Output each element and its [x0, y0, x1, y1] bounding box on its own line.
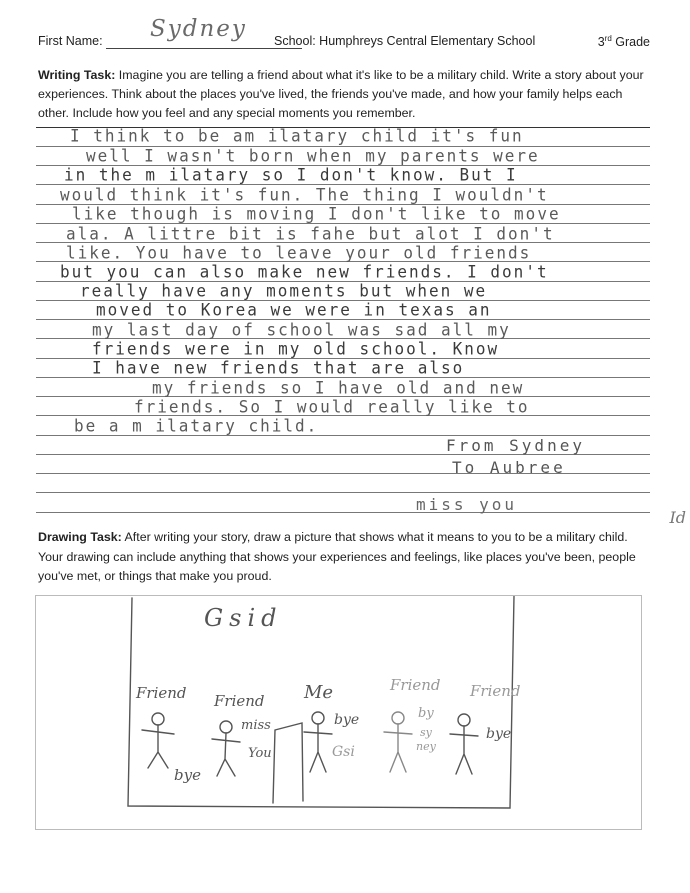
- story-line: moved to Korea we were in texas an: [96, 299, 492, 320]
- story-line: like though is moving I don't like to move: [72, 203, 561, 224]
- writing-task-prompt: [38, 66, 650, 123]
- drawing-box: [35, 595, 642, 830]
- first-name-label: First Name:: [38, 34, 103, 48]
- stick-figure-friend-2: [212, 721, 240, 776]
- stick-figure-friend-1: [142, 713, 174, 768]
- label-ney: ney: [416, 740, 436, 753]
- story-line: well I wasn't born when my parents were: [86, 145, 540, 166]
- story-line: my last day of school was sad all my: [92, 319, 511, 340]
- stick-figure-friend-4: [450, 714, 478, 774]
- story-line: but you can also make new friends. I don't: [60, 261, 549, 282]
- label-bye-gsid: bye: [334, 712, 360, 728]
- story-sign-miss: miss you: [416, 495, 518, 514]
- drawing-sign: Gsid: [204, 604, 283, 632]
- ruled-line: [36, 492, 650, 493]
- writing-task-label: Writing Task:: [38, 68, 116, 82]
- story-line: would think it's fun. The thing I wouldn't: [60, 184, 549, 205]
- first-name-underline: [106, 48, 302, 49]
- label-you: You: [248, 746, 272, 761]
- label-bye-2: bye: [486, 726, 512, 742]
- label-miss: miss: [241, 718, 271, 733]
- story-line: be a m ilatary child.: [74, 415, 319, 436]
- ruled-line: [36, 512, 650, 513]
- stick-figure-me: [304, 712, 332, 772]
- grade-number: 3: [597, 35, 605, 50]
- story-line: I think to be am ilatary child it's fun: [70, 125, 524, 146]
- story-line: friends were in my old school. Know: [92, 338, 500, 359]
- grade-suffix: rd: [604, 34, 612, 43]
- margin-mark: Id: [669, 508, 686, 527]
- label-by-1: by: [418, 706, 434, 721]
- story-line: really have any moments but when we: [80, 280, 488, 301]
- first-name-value: Sydney: [150, 16, 247, 42]
- label-gsid-small: Gsi: [332, 744, 355, 760]
- writing-task-text: Imagine you are telling a friend about what it's like to be a military child. Write a story about your experiences. Think about the places you've lived, the friends you've made, and how your family helps each other. Include how you feel and any special moments you remember.: [38, 68, 644, 120]
- label-friend-3: Friend: [390, 676, 441, 694]
- label-friend-1: Friend: [136, 684, 187, 702]
- grade-label: [598, 34, 650, 49]
- grade-word: Grade: [611, 35, 650, 50]
- story-line: my friends so I have old and new: [152, 377, 525, 398]
- story-sign-to: To Aubree: [452, 458, 566, 477]
- story-line: I have new friends that are also: [92, 357, 465, 378]
- story-sign-from: From Sydney: [446, 436, 585, 455]
- drawing-task-text: After writing your story, draw a picture that shows what it means to you to be a military child. Your drawing can include anything that shows your experiences and feelings, like places you've been, people you've met, or things that make you proud.: [38, 530, 636, 583]
- stick-figure-friend-3: [384, 712, 412, 772]
- story-line: friends. So I would really like to: [134, 396, 530, 417]
- drawing-task-prompt: [38, 528, 650, 587]
- drawing-task-label: Drawing Task:: [38, 530, 122, 544]
- worksheet-header: [38, 16, 650, 54]
- label-friend-2: Friend: [214, 692, 265, 710]
- school-name: School: Humphreys Central Elementary School: [274, 34, 536, 48]
- label-me: Me: [304, 682, 334, 703]
- label-bye-1: bye: [174, 766, 201, 784]
- story-line: ala. A littre bit is fahe but alot I don't: [66, 223, 555, 244]
- story-line: like. You have to leave your old friends: [66, 242, 532, 263]
- door-icon: [273, 723, 303, 803]
- label-sy: sy: [420, 726, 432, 739]
- label-friend-4: Friend: [470, 682, 521, 700]
- story-line: in the m ilatary so I don't know. But I: [64, 164, 518, 185]
